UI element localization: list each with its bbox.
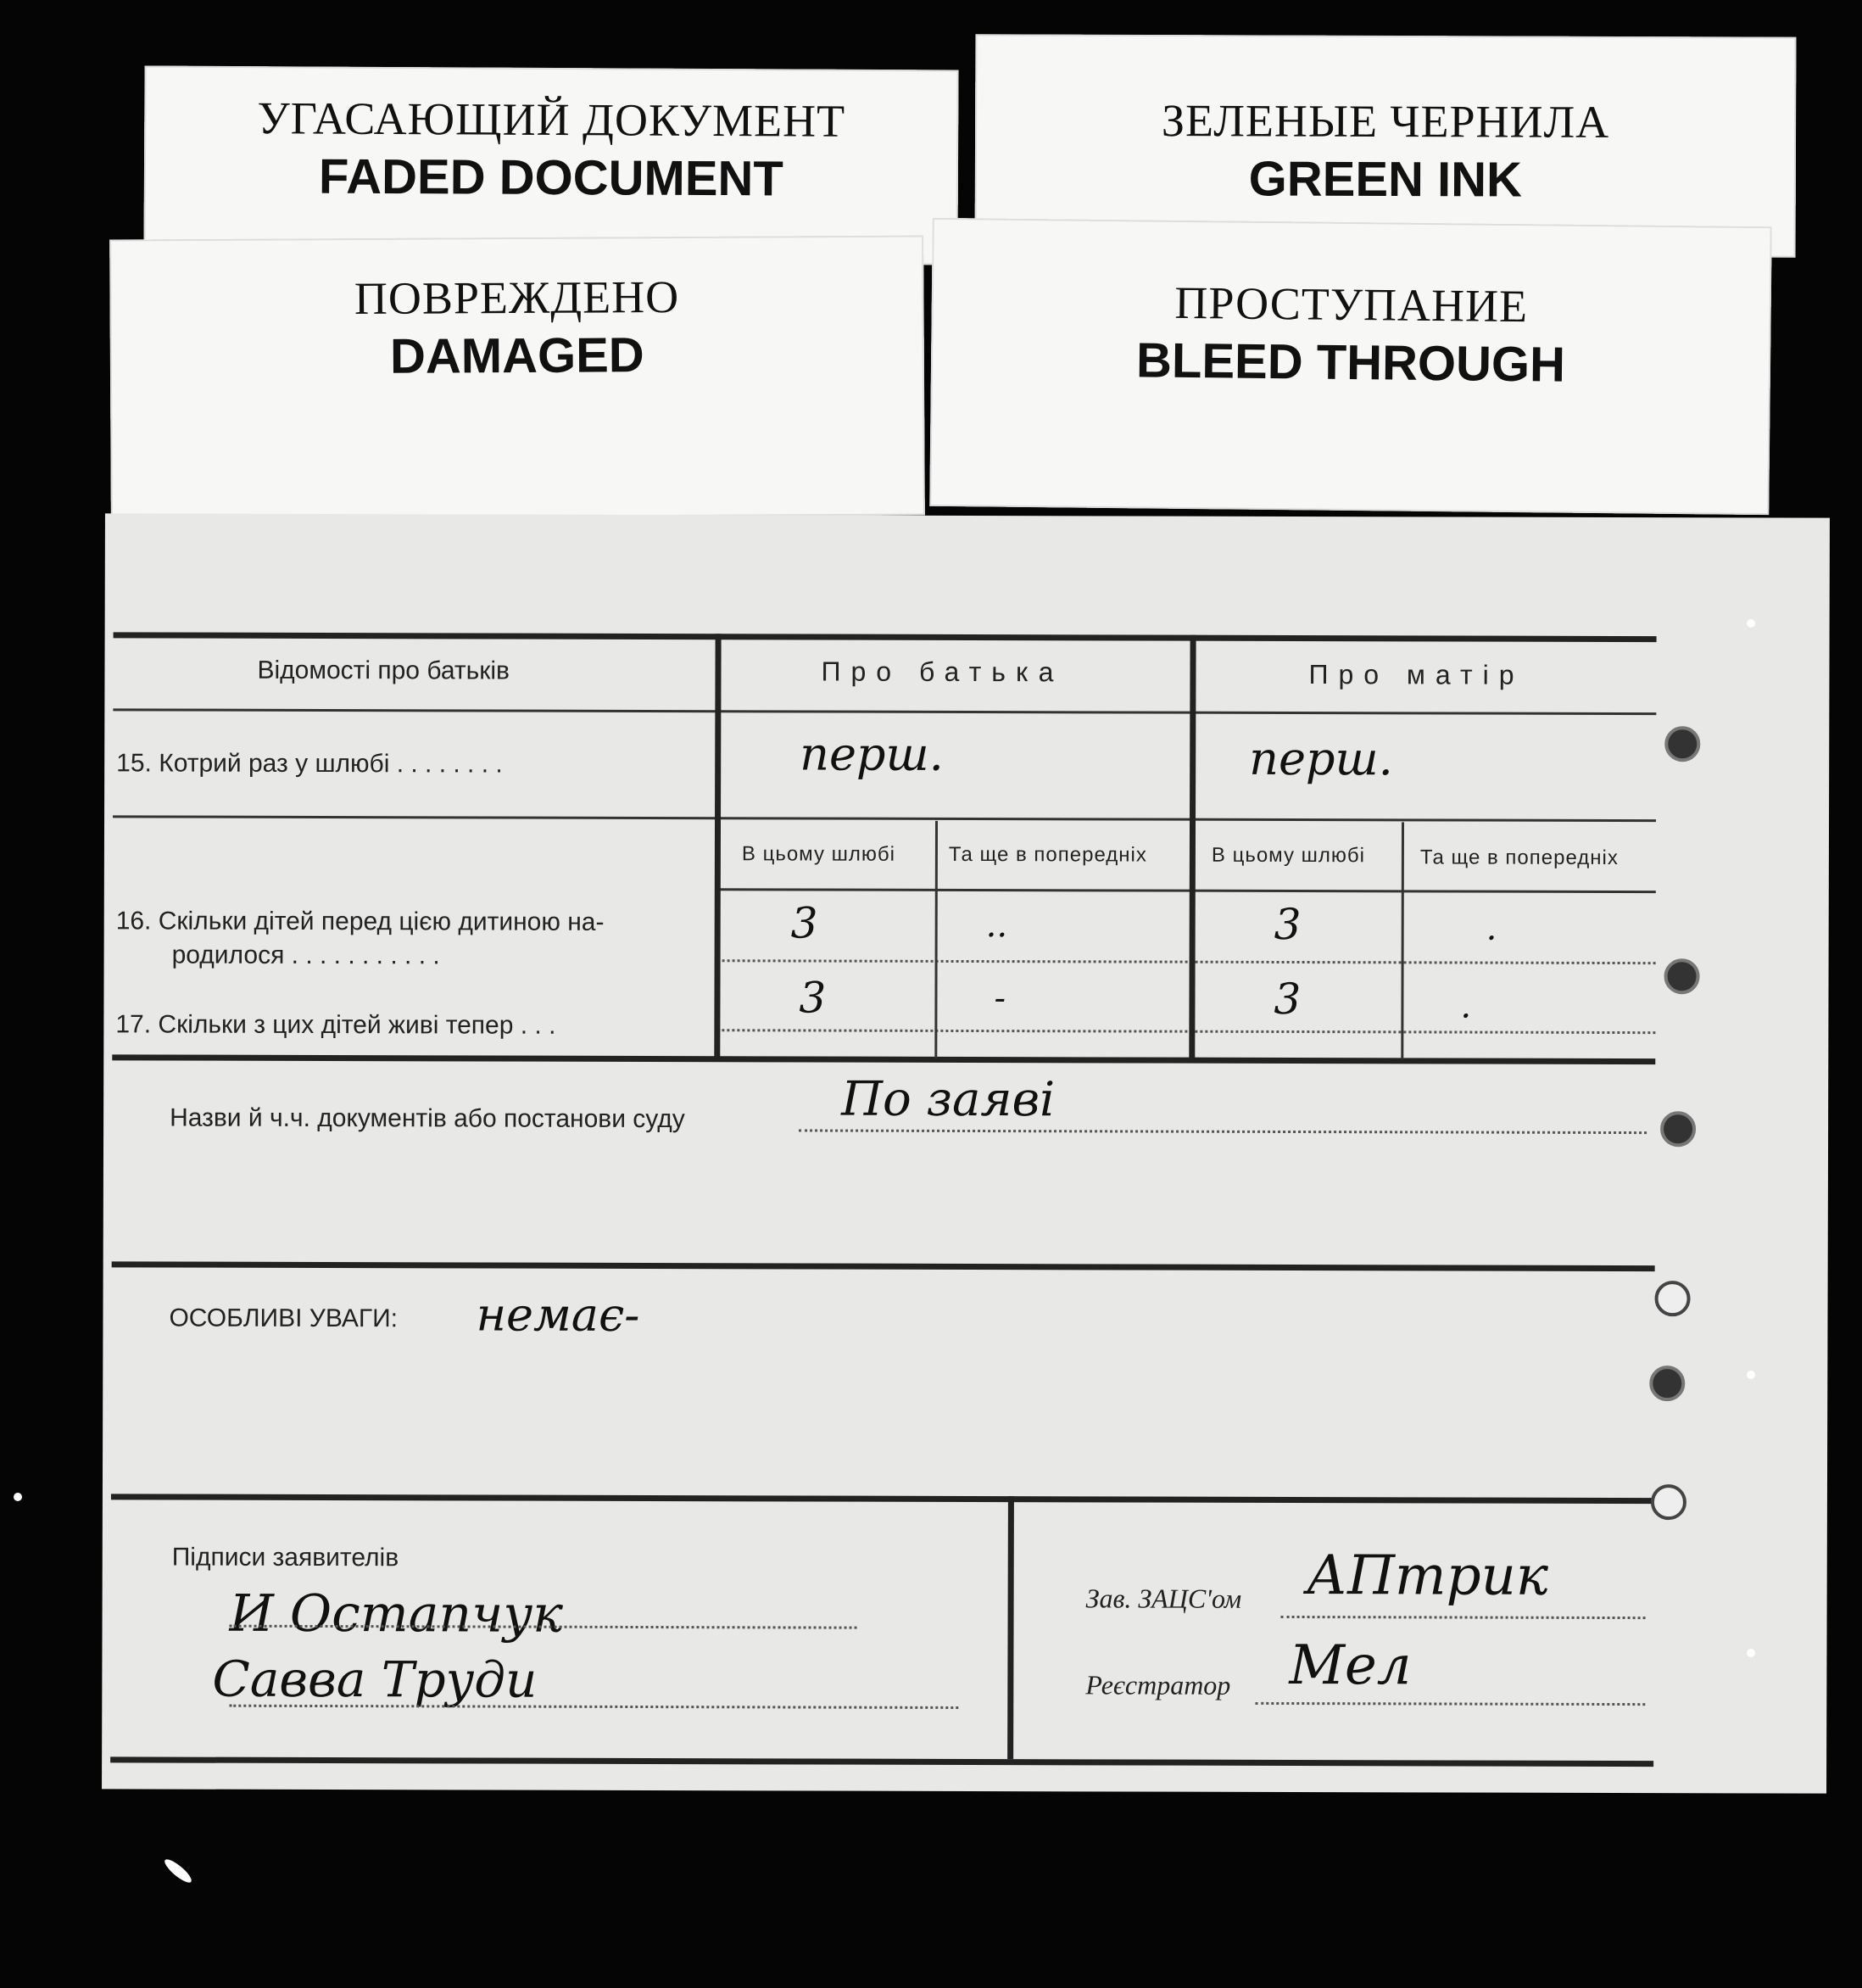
background-speck [1747, 619, 1755, 628]
documents-line [799, 1129, 1647, 1134]
subheader-divider [718, 888, 1656, 893]
punch-hole [1660, 1111, 1696, 1147]
header-mother: Про матір [1308, 659, 1525, 690]
row16-mother-prev: . [1486, 908, 1497, 948]
header-father: Про батька [821, 656, 1064, 688]
card-label-ru: ЗЕЛЕНЫЕ ЧЕРНИЛА [1161, 95, 1610, 148]
row17-dotted [717, 1029, 1655, 1034]
row17-father-prev: - [994, 979, 1006, 1019]
card-label-en: GREEN INK [1248, 151, 1523, 208]
header-divider [113, 708, 1656, 715]
registry-form-sheet [102, 513, 1830, 1793]
row17-mother-this: 3 [1274, 974, 1302, 1025]
subheader-mother-this: В цьому шлюбі [1211, 843, 1366, 868]
column-divider-father-sub [934, 821, 938, 1058]
column-divider-mother-sub [1401, 822, 1404, 1059]
card-label-ru: ПОВРЕЖДЕНО [354, 271, 680, 325]
remarks-value: немає- [476, 1287, 640, 1342]
row17-mother-prev: . [1460, 986, 1472, 1026]
card-label-ru: ПРОСТУПАНИЕ [1174, 276, 1529, 332]
background-speck [162, 1857, 194, 1886]
punch-hole [1664, 726, 1700, 762]
documents-value: По заяві [841, 1071, 1056, 1128]
remarks-bottom-border [111, 1494, 1654, 1504]
punch-hole [1664, 958, 1699, 994]
header-parents: Відомості про батьків [257, 656, 510, 685]
row16-mother-this: 3 [1274, 899, 1302, 950]
table-top-border [114, 632, 1657, 642]
applicant2-signature: Савва Труди [212, 1650, 538, 1709]
remarks-label: ОСОБЛИВІ УВАГИ: [169, 1304, 399, 1333]
row16-label-line2: родилося . . . . . . . . . . . [171, 941, 440, 970]
head-line [1281, 1616, 1646, 1619]
head-label: Зав. ЗАЦС'ом [1085, 1583, 1242, 1614]
row16-father-this: 3 [790, 898, 818, 948]
row17-father-this: 3 [799, 973, 827, 1023]
subheader-father-prev: Та ще в попередніх [948, 842, 1147, 867]
applicant2-line [229, 1705, 958, 1709]
row16-label-line1: 16. Скільки дітей перед цією дитиною на- [115, 907, 605, 936]
card-label-en: BLEED THROUGH [1135, 332, 1566, 393]
signature-divider [1007, 1496, 1014, 1759]
row15-label: 15. Котрий раз у шлюбі . . . . . . . . [116, 749, 503, 779]
applicant1-signature: И Остапчук [229, 1583, 564, 1645]
card-label-ru: УГАСАЮЩИЙ ДОКУМЕНТ [257, 92, 846, 147]
card-label-en: FADED DOCUMENT [318, 148, 783, 207]
card-label-en: DAMAGED [389, 327, 644, 384]
registrar-label: Реєстратор [1085, 1669, 1231, 1700]
row15-divider [113, 815, 1656, 822]
table-bottom-border [112, 1054, 1655, 1064]
punch-hole [1654, 1281, 1690, 1316]
subheader-mother-prev: Та ще в попередніх [1419, 846, 1619, 870]
registrar-line [1255, 1702, 1645, 1706]
head-signature: АПтрик [1306, 1544, 1549, 1608]
row16-father-prev: .. [985, 906, 1008, 946]
documents-label: Назви й ч.ч. документів або постанови суду [170, 1103, 685, 1134]
row17-label: 17. Скільки з цих дітей живі тепер . . . [115, 1010, 556, 1040]
form-bottom-border [110, 1756, 1653, 1767]
column-divider-1 [714, 634, 721, 1058]
row15-father-value: перш. [800, 727, 944, 781]
row16-dotted [718, 959, 1656, 964]
subheader-father-this: В цьому шлюбі [741, 842, 896, 866]
damaged-card [109, 235, 925, 519]
column-divider-2 [1189, 635, 1196, 1059]
registrar-signature: Мел [1289, 1634, 1412, 1698]
background-speck [14, 1493, 22, 1501]
bleed-through-card [929, 218, 1772, 515]
punch-hole [1651, 1484, 1686, 1520]
background-speck [1747, 1649, 1755, 1657]
row15-mother-value: перш. [1249, 731, 1393, 786]
background-speck [1747, 1371, 1755, 1379]
applicants-label: Підписи заявителів [171, 1543, 399, 1572]
punch-hole [1649, 1365, 1685, 1401]
documents-bottom-border [112, 1261, 1655, 1271]
